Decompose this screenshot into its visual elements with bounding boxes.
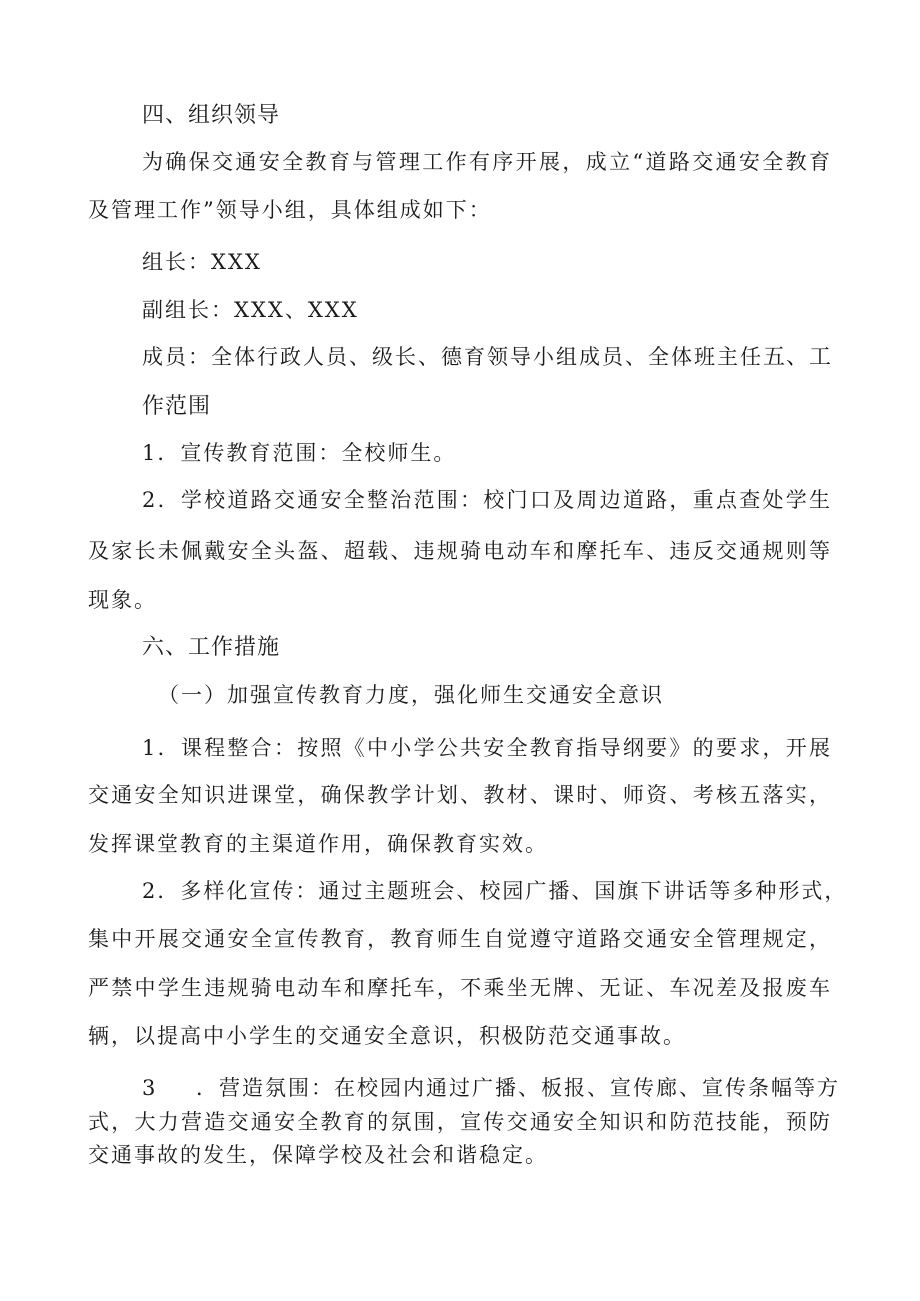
- section-6-item-3-number: 3: [142, 1076, 158, 1100]
- section-6-item-3-line-1: ．营造氛围：在校园内通过广播、板报、宣传廊、宣传条幅等方: [196, 1076, 840, 1100]
- section-6-item-1-line-1: 1．课程整合：按照《中小学公共安全教育指导纲要》的要求，开展: [142, 736, 832, 760]
- section-6-item-1-line-3: 发挥课堂教育的主渠道作用，确保教育实效。: [88, 832, 548, 856]
- section-6-item-3-line-2: 式，大力营造交通安全教育的氛围，宣传交通安全知识和防范技能，预防: [88, 1110, 832, 1134]
- section-4-heading: 四、组织领导: [142, 103, 281, 128]
- section-6-item-2-line-1: 2．多样化宣传：通过主题班会、校园广播、国旗下讲话等多种形式，: [142, 879, 848, 903]
- section-6-heading: 六、工作措施: [142, 635, 281, 660]
- section-6-item-3-line-3: 交通事故的发生，保障学校及社会和谐稳定。: [88, 1143, 548, 1167]
- section-6-subheading-1: （一）加强宣传教育力度，强化师生交通安全意识: [158, 683, 664, 707]
- section-6-item-2-line-3: 严禁中学生违规骑电动车和摩托车，不乘坐无牌、无证、车况差及报废车: [88, 976, 832, 1000]
- section-6-item-2-line-4: 辆，以提高中小学生的交通安全意识，积极防范交通事故。: [88, 1024, 686, 1048]
- section-5-item-2-line-3: 现象。: [88, 588, 157, 612]
- section-5-item-2-line-1: 2．学校道路交通安全整治范围：校门口及周边道路，重点查处学生: [142, 488, 832, 512]
- section-5-item-2-line-2: 及家长未佩戴安全头盔、超载、违规骑电动车和摩托车、违反交通规则等: [88, 539, 832, 563]
- section-6-item-1-line-2: 交通安全知识进课堂，确保教学计划、教材、课时、师资、考核五落实，: [88, 783, 832, 807]
- section-5-item-1: 1．宣传教育范围：全校师生。: [142, 441, 457, 465]
- section-4-intro-line-1: 为确保交通安全教育与管理工作有序开展，成立“道路交通安全教育: [142, 150, 832, 174]
- section-4-intro-line-2: 及管理工作”领导小组，具体组成如下：: [88, 198, 492, 222]
- members-line: [142, 342, 832, 373]
- section-5-heading-part-2: 作范围: [142, 394, 212, 419]
- deputy-leader-line: 副组长：XXX、XXX: [142, 298, 359, 322]
- leader-line: 组长：XXX: [142, 250, 262, 274]
- members-text: 成员：全体行政人员、级长、德育领导小组成员、全体班主任: [142, 345, 763, 369]
- section-5-heading-part-1: 五、工: [763, 345, 833, 370]
- section-6-item-2-line-2: 集中开展交通安全宣传教育，教育师生自觉遵守道路交通安全管理规定，: [88, 927, 832, 951]
